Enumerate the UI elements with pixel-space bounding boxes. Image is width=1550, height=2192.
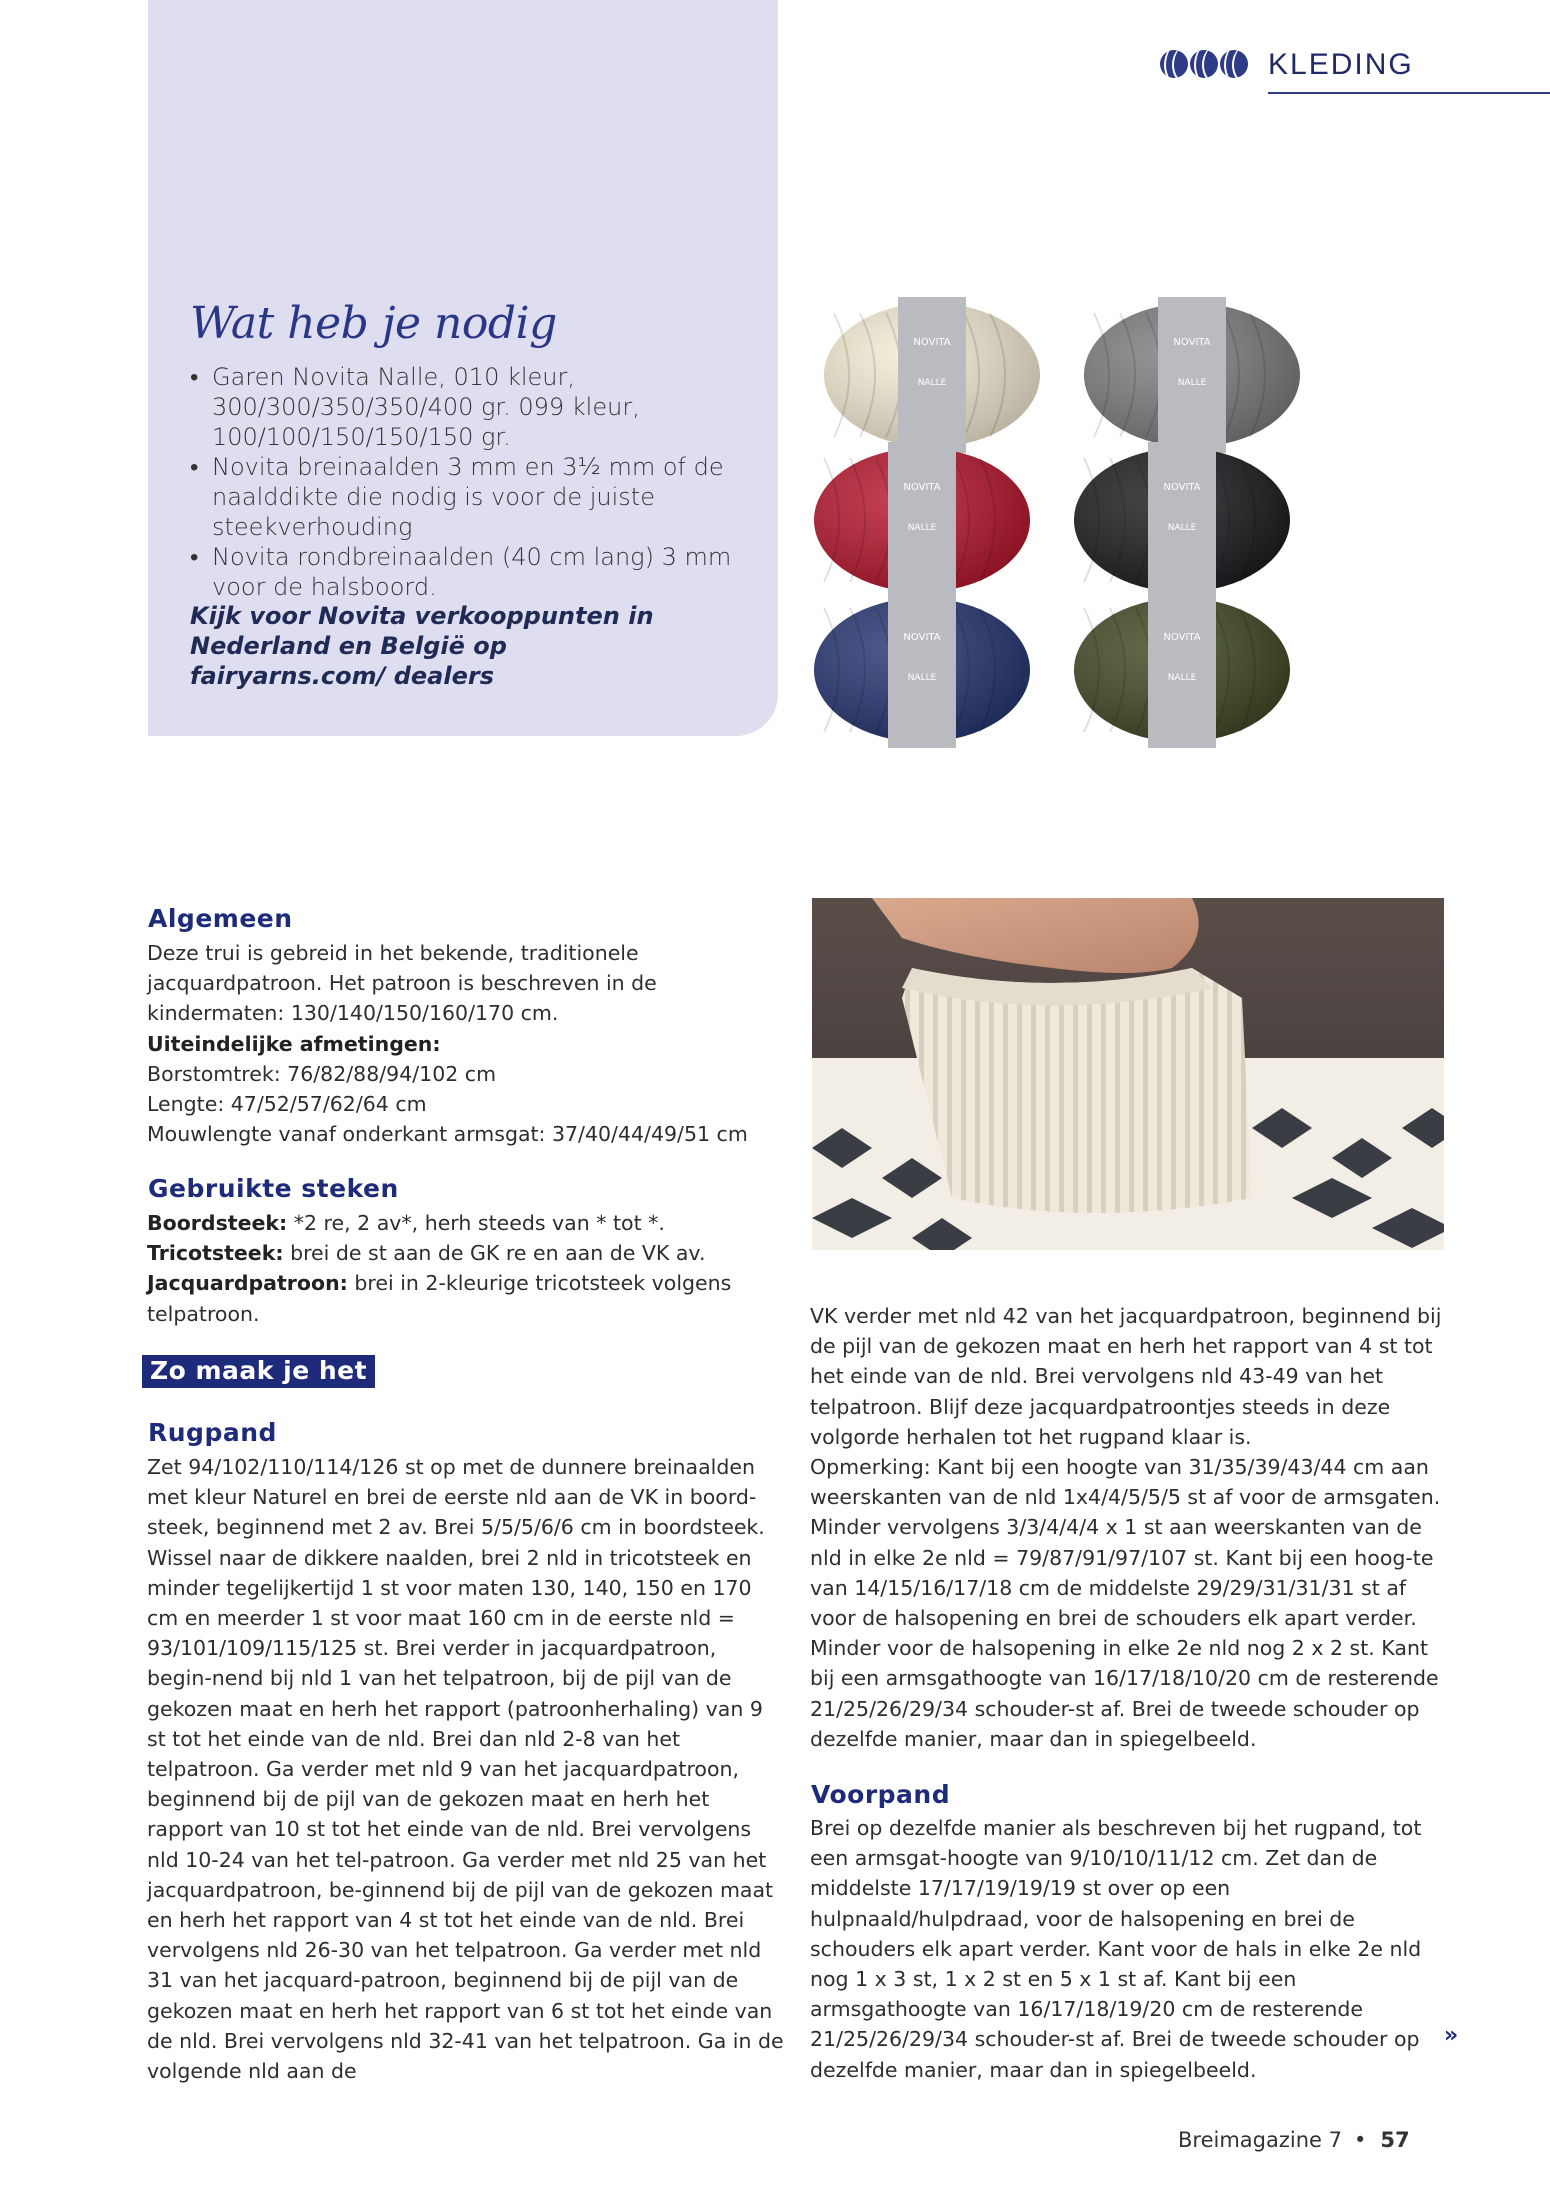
yarn-label-name: NALLE (907, 673, 937, 683)
tricotsteek-text: brei de st aan de GK re en aan de VK av. (283, 1241, 706, 1266)
materials-item: • Garen Novita Nalle, 010 kleur, 300/300/350/350/400 gr. 099 kleur, 100/100/150/150/150 gr. (188, 362, 748, 452)
materials-item: • Novita breinaalden 3 mm en 3½ mm of de naalddikte die nodig is voor de juiste steekverhouding (188, 452, 748, 542)
rugpand-continued (810, 1301, 1450, 1754)
header-rule (1268, 92, 1550, 94)
lengte: Lengte: 47/52/57/62/64 cm (147, 1092, 427, 1117)
borstomtrek: Borstomtrek: 76/82/88/94/102 cm (147, 1061, 497, 1086)
yarn-label-brand: NOVITA (1163, 632, 1201, 643)
heading-rugpand: Rugpand (148, 1418, 277, 1447)
yarn-label-name: NALLE (1177, 378, 1207, 388)
yarn-label-brand: NOVITA (913, 337, 951, 348)
yarn-label-name: NALLE (917, 378, 947, 388)
rugpand-text: Zet 94/102/110/114/126 st op met de dunnere breinaalden met kleur Naturel en brei de eerste nld aan de VK in boord-steek, beginnend met 2 av. Brei 5/5/5/6/6 cm in boordsteek. Wissel naar de dikkere naalden, brei 2 nld in tricotsteek en minder tegelijkertijd 1 st voor maten 130, 140, 150 en 170 cm en meerder 1 st voor maat 160 cm in de eerste nld = 93/101/109/115/125 st. Brei verder in jacquardpatroon, begin-nend bij nld 1 van het telpatroon, bij de pijl van de gekozen maat en herh het rapport (patroonherhaling) van 9 st tot het einde van de nld. Brei dan nld 2-8 van het telpatroon. Ga verder met nld 9 van het jacquardpatroon, beginnend bij de pijl van de gekozen maat en herh het rapport van 10 st tot het einde van de nld. Brei vervolgens nld 10-24 van het tel-patroon. Ga verder met nld 25 van het jacquardpatroon, be-ginnend bij de pijl van de gekozen maat en herh het rapport van 4 st tot het einde van de nld. Brei vervolgens nld 26-30 van het telpatroon. Ga verder met nld 31 van het jacquard-patroon, beginnend bij de pijl van de gekozen maat en herh het rapport van 6 st tot het einde van de nld. Brei vervolgens nld 32-41 van het telpatroon. Ga in de volgende nld aan de (147, 1455, 784, 2084)
heading-zo-maak-je-het: Zo maak je het (142, 1355, 375, 1388)
jacquard-label: Jacquardpatroon: (147, 1271, 348, 1296)
sweater-photo (812, 898, 1444, 1250)
tricotsteek-label: Tricotsteek: (147, 1241, 284, 1266)
dealers-note: Kijk voor Novita verkooppunten in Nederland en België op fairyarns.com/ dealers (190, 602, 654, 690)
continue-arrow-icon: » (1444, 2023, 1459, 2048)
heading-gebruikte-steken: Gebruikte steken (148, 1174, 399, 1203)
yarn-ball (1074, 442, 1290, 598)
section-header (1160, 46, 1550, 106)
boordsteek-label: Boordsteek: (147, 1211, 288, 1235)
yarn-ball (824, 297, 1040, 453)
steken-section (147, 1208, 787, 1329)
page-footer (1178, 2128, 1410, 2152)
yarn-ball (1084, 297, 1300, 453)
rugpand-cont-para2: Opmerking: Kant bij een hoogte van 31/35/39/43/44 cm aan weerskanten van de nld 1x4/4/5/5/5 st af voor de armsgaten. Minder vervolgens 3/3/4/4/4 x 1 st aan weerskanten van de nld in elke 2e nld = 79/87/91/97/107 st. Kant bij een hoog-te van 14/15/16/17/18 cm de middelste 29/29/31/31/31 st af voor de halsopening en brei de schouders elk apart verder. Minder voor de halsopening in elke 2e nld nog 2 x 2 st. Kant bij een armsgathoogte van 16/17/18/10/20 cm de resterende 21/25/26/29/34 schouder-st af. Brei de tweede schouder op dezelfde manier, maar dan in spiegelbeeld. (810, 1455, 1441, 1751)
yarn-label-name: NALLE (1167, 673, 1197, 683)
footer-separator: • (1353, 2128, 1367, 2152)
yarn-ball (814, 442, 1030, 598)
magazine-name: Breimagazine 7 (1178, 2128, 1342, 2152)
yarn-ball (814, 592, 1030, 748)
materials-item: • Novita rondbreinaalden (40 cm lang) 3 mm voor de halsboord. (188, 542, 748, 602)
rugpand-cont-para1: VK verder met nld 42 van het jacquardpatroon, beginnend bij de pijl van de gekozen maat en herh het rapport van 4 st tot het einde van de nld. Brei vervolgens nld 43-49 van het telpatroon. Blijf deze jacquardpatroontjes steeds in deze volgorde herhalen tot het rugpand klaar is. (810, 1304, 1442, 1449)
section-title: KLEDING (1268, 48, 1414, 81)
page-number: 57 (1380, 2128, 1410, 2152)
yarn-balls-logo-icon (1160, 50, 1248, 78)
jacquard-text: brei in 2-kleurige tricotsteek volgens telpatroon. (147, 1271, 732, 1326)
yarn-ball (1074, 592, 1290, 748)
yarn-label-brand: NOVITA (1173, 337, 1211, 348)
mouwlengte: Mouwlengte vanaf onderkant armsgat: 37/40/44/49/51 cm (147, 1122, 748, 1147)
yarn-photo (812, 280, 1312, 760)
voorpand-text: Brei op dezelfde manier als beschreven bij het rugpand, tot een armsgat-hoogte van 9/10/10/11/12 cm. Zet dan de middelste 17/17/19/19/19 st over op een hulpnaald/hulpdraad, voor de halsopening en brei de schouders elk apart verder. Kant voor de hals in elke 2e nld nog 1 x 3 st, 1 x 2 st en 5 x 1 st af. Kant bij een armsgathoogte van 16/17/18/19/20 cm de resterende 21/25/26/29/34 schouder-st af. Brei de tweede schouder op dezelfde manier, maar dan in spiegelbeeld. (810, 1816, 1422, 2082)
yarn-label-brand: NOVITA (1163, 482, 1201, 493)
yarn-label-brand: NOVITA (903, 632, 941, 643)
yarn-label-name: NALLE (1167, 523, 1197, 533)
algemeen-section (147, 938, 787, 1149)
measurements-label: Uiteindelijke afmetingen: (147, 1031, 441, 1056)
materials-title: Wat heb je nodig (190, 298, 557, 349)
heading-algemeen: Algemeen (148, 904, 293, 933)
materials-list (188, 362, 748, 602)
yarn-label-brand: NOVITA (903, 482, 941, 493)
heading-voorpand: Voorpand (811, 1780, 951, 1809)
boordsteek-text: *2 re, 2 av*, herh steeds van * tot *. (287, 1211, 665, 1235)
algemeen-intro: Deze trui is gebreid in het bekende, traditionele jacquardpatroon. Het patroon is beschreven in de kindermaten: 130/140/150/160/170 cm. (147, 941, 657, 1026)
yarn-label-name: NALLE (907, 523, 937, 533)
